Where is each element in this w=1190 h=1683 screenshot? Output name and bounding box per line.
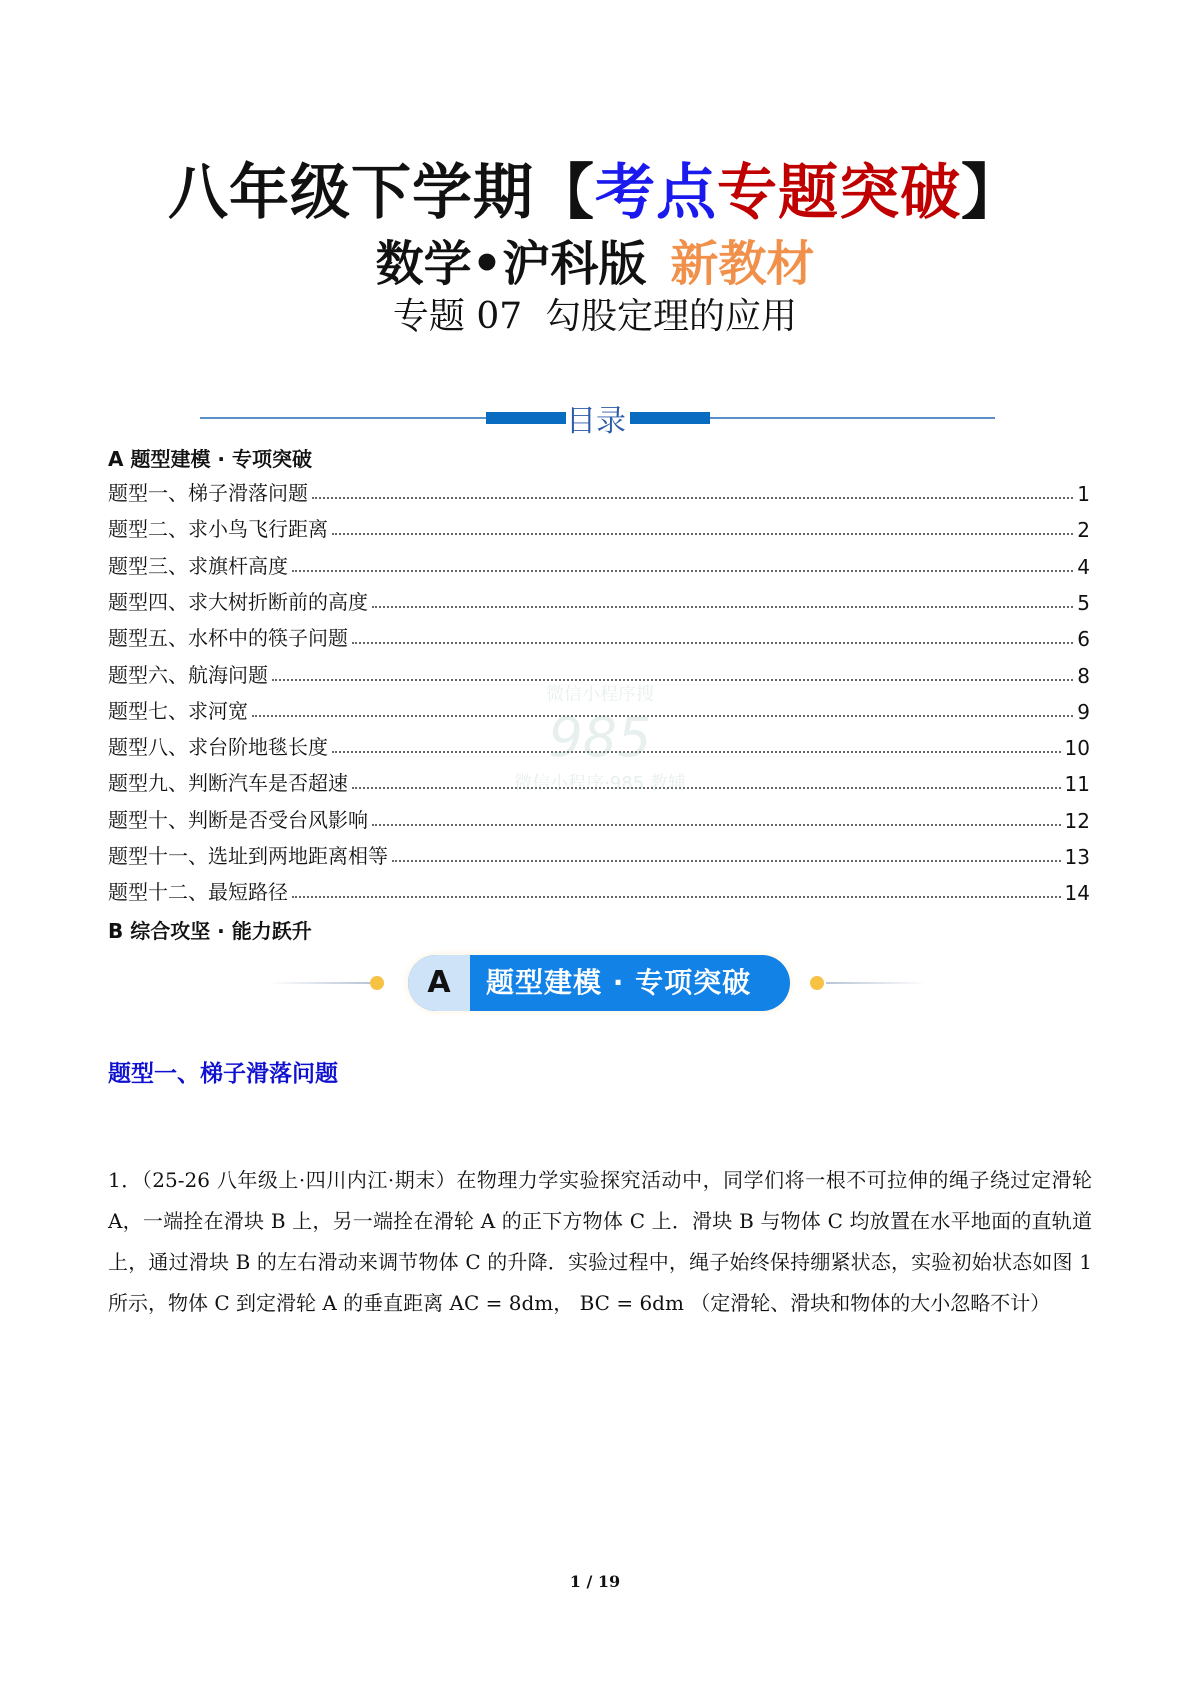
- toc-item-page: 9: [1077, 699, 1090, 724]
- banner-pill: [408, 955, 790, 1011]
- toc-leader: [372, 606, 1073, 608]
- toc-item-label: 题型七、求河宽: [108, 698, 248, 723]
- banner-dot: [370, 976, 384, 990]
- toc-leader: [292, 896, 1061, 898]
- toc-item-page: 8: [1077, 663, 1090, 688]
- toc-item-page: 14: [1064, 881, 1090, 906]
- title-suffix: 】: [961, 158, 1022, 228]
- toc-item[interactable]: [108, 841, 1090, 869]
- toc-item[interactable]: [108, 623, 1090, 651]
- toc-leader: [292, 570, 1073, 572]
- divider-bar: [486, 412, 566, 424]
- subtitle-main: 数学•沪科版: [375, 236, 647, 292]
- toc-item-page: 11: [1064, 772, 1090, 797]
- toc-item-page: 2: [1077, 518, 1090, 543]
- toc-item-label: 题型一、梯子滑落问题: [108, 481, 308, 505]
- toc-item-page: 10: [1064, 736, 1090, 761]
- toc-section-a[interactable]: A 题型建模 · 专项突破: [108, 447, 312, 471]
- toc-leader: [332, 533, 1073, 535]
- toc-leader: [312, 497, 1073, 499]
- divider-bar: [630, 412, 710, 424]
- watermark-line: 微信小程序搜: [546, 684, 654, 705]
- toc-leader: [352, 642, 1073, 644]
- page-number: 1 / 19: [569, 1572, 621, 1591]
- toc-item-page: 12: [1064, 808, 1090, 833]
- toc-item-page: 1: [1077, 482, 1090, 506]
- toc-item-label: 题型六、航海问题: [108, 662, 268, 687]
- banner-line: [270, 982, 370, 984]
- toc-item[interactable]: [108, 551, 1090, 579]
- toc-item[interactable]: [108, 805, 1090, 833]
- toc-item-page: 13: [1064, 845, 1090, 869]
- question-text: 1．（25-26 八年级上·四川内江·期末）在物理力学实验探究活动中，同学们将一根不可拉伸的绳子绕过定滑轮 A，一端拴在滑块 B 上，另一端拴在滑轮 A 的正下方物体 C 上．滑块 B 与物体 C 均放置在水平地面的直轨道上，通过滑块 B 的左右滑动来调节物体 C 的升降．实验过程中，绳子始终保持绷紧状态，实验初始状态如图 1 所示，物体 C 到定滑轮 A 的垂直距离 AC = 8dm， BC = 6dm （定滑轮、滑块和物体的大小忽略不计）: [108, 1168, 1092, 1315]
- banner-line: [826, 982, 926, 984]
- toc-item[interactable]: [108, 478, 1090, 506]
- divider: [200, 417, 500, 419]
- title-red: 专题突破: [717, 158, 961, 228]
- title-blue: 考点: [595, 158, 717, 228]
- toc-item-page: 6: [1077, 627, 1090, 652]
- toc-item-page: 5: [1077, 590, 1090, 615]
- toc-item-label: 题型十一、选址到两地距离相等: [108, 844, 388, 868]
- banner-dot: [810, 976, 824, 990]
- toc-item-page: 4: [1077, 554, 1090, 579]
- topic-title: 专题 07 勾股定理的应用: [392, 296, 798, 337]
- subtitle-accent: 新教材: [670, 236, 815, 292]
- toc-item-label: 题型十、判断是否受台风影响: [108, 807, 368, 832]
- toc-item-label: 题型四、求大树折断前的高度: [108, 589, 368, 614]
- subtitle: [0, 225, 1190, 294]
- toc-leader: [372, 824, 1061, 826]
- toc-section-b[interactable]: B 综合攻坚 · 能力跃升: [108, 919, 312, 943]
- watermark-line: 微信小程序·985 教辅: [514, 773, 686, 794]
- toc-leader: [392, 860, 1061, 862]
- divider: [710, 417, 995, 419]
- toc-item-label: 题型九、判断汽车是否超速: [108, 771, 348, 796]
- toc-item[interactable]: [108, 877, 1090, 905]
- toc-item[interactable]: [108, 514, 1090, 542]
- toc-item-label: 题型二、求小鸟飞行距离: [108, 517, 328, 542]
- document-title: [0, 145, 1190, 231]
- toc-item[interactable]: [108, 587, 1090, 615]
- watermark-logo: 985: [548, 706, 652, 769]
- watermark: [490, 680, 710, 795]
- banner-letter: A: [408, 955, 470, 1011]
- toc-title: 目录: [566, 404, 626, 439]
- section-banner: [270, 953, 920, 1013]
- toc-item-label: 题型十二、最短路径: [108, 880, 288, 905]
- toc-item-label: 题型三、求旗杆高度: [108, 553, 288, 578]
- title-prefix: 八年级下学期【: [168, 158, 595, 228]
- toc-item-label: 题型八、求台阶地毯长度: [108, 735, 328, 760]
- banner-text: 题型建模 · 专项突破: [486, 966, 752, 999]
- section-heading: 题型一、梯子滑落问题: [108, 1061, 338, 1087]
- toc-item-label: 题型五、水杯中的筷子问题: [108, 626, 348, 651]
